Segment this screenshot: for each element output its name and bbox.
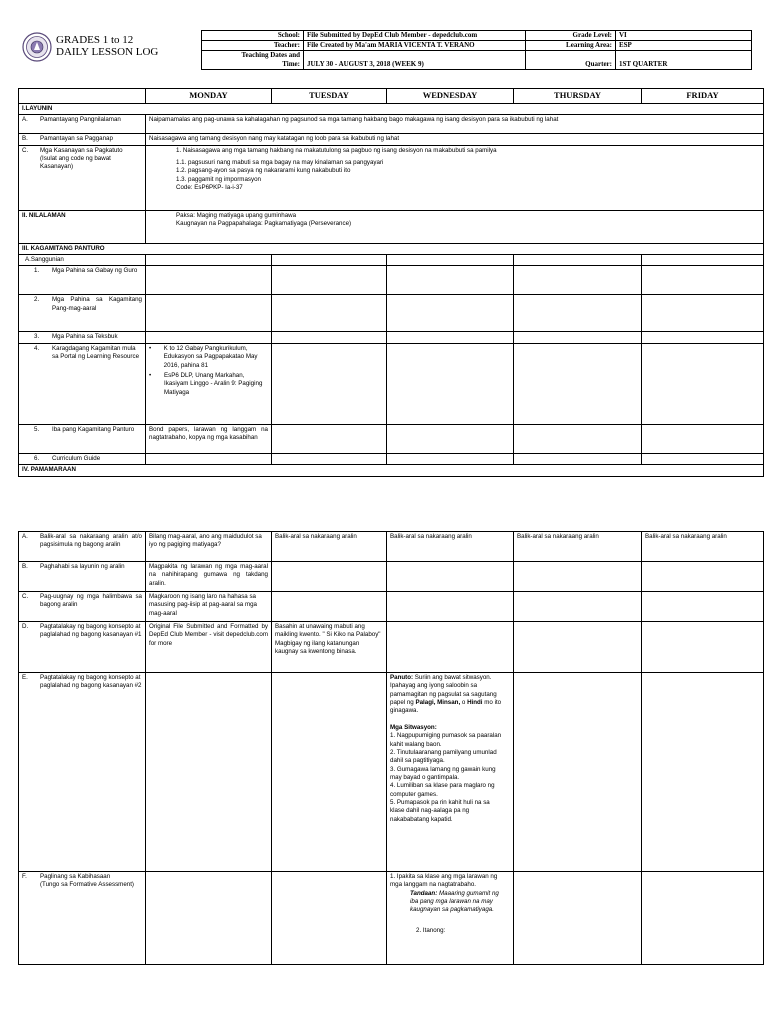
lesson-log-table-part-2: [18, 531, 764, 965]
school-value: File Submitted by DepEd Club Member - depedclub.com: [304, 31, 526, 41]
pag-uugnay-monday: Magkaroon ng isang laro na hahasa sa masusing pag-iisip at pag-aaral sa mga mag-aaral: [146, 592, 272, 622]
row-number: D.: [22, 623, 29, 630]
grade-level-label: Grade Level:: [526, 31, 616, 41]
lesson-log-table-part-1: [18, 88, 764, 477]
deped-seal-logo: [22, 32, 52, 62]
row-label-curriculum-guide: [19, 453, 146, 464]
tandaan-text: Maaaring gumamit ng iba pang mga larawan na may kaugnayan sa pagkamatiyaga.: [410, 889, 499, 914]
cell-empty: [642, 295, 764, 332]
row-label: Pamantayan sa Pagganap: [40, 135, 113, 143]
row-number: 6.: [34, 454, 40, 462]
section-nilalaman: II. NILALAMAN: [19, 210, 146, 243]
cell-empty: [514, 453, 642, 464]
cell-empty: [514, 562, 642, 592]
row-label-kasanayan: [19, 145, 146, 210]
kasanayan-main: 1. Naisasagawa ang mga tamang hakbang na makatutulong sa pagbuo ng isang desisyon na makabubuti sa pamilya: [176, 146, 497, 154]
teaching-dates-label: [202, 51, 304, 70]
cell-empty: [514, 872, 642, 965]
row-number: B.: [22, 563, 28, 570]
row-label: Pagtatalakay ng bagong konsepto at paglalahad ng bagong kasanayan #2: [40, 674, 142, 690]
cell-empty: [146, 295, 272, 332]
row-label-balik-aral: [19, 532, 146, 562]
panuto-paragraph: [390, 674, 510, 716]
cell-empty: [642, 562, 764, 592]
document-title: [56, 34, 158, 58]
teacher-value: File Created by Ma'am MARIA VICENTA T. VERANO: [304, 41, 526, 51]
kaugnayan-pagpapahalaga: Kaugnayan na Pagpapahalaga: Pagkamatiyaga (Perseverance): [176, 220, 352, 228]
row-label: Curriculum Guide: [52, 454, 101, 462]
cell-empty: [272, 332, 387, 343]
teaching-dates-label-line-2: Time:: [282, 60, 300, 68]
learning-area-label: Learning Area:: [526, 41, 616, 51]
row-iba-pang-kagamitan: [19, 424, 764, 453]
balik-aral-wednesday: Balik-aral sa nakaraang aralin: [387, 532, 514, 562]
row-label: Paglinang sa Kabihasaan (Tungo sa Formative Assessment): [40, 873, 134, 889]
balik-aral-tuesday: Balik-aral sa nakaraang aralin: [272, 532, 387, 562]
row-number: 1.: [34, 267, 40, 275]
section-layunin: I.LAYUNIN: [19, 104, 764, 115]
cell-empty: [642, 332, 764, 343]
paglinang-wednesday: [387, 872, 514, 965]
cell-empty: [146, 872, 272, 965]
row-pagtatalakay-1: [19, 622, 764, 673]
pagtatalakay-1-tuesday: [272, 622, 387, 673]
row-pag-uugnay: [19, 592, 764, 622]
row-label: Pagtatalakay ng bagong konsepto at paglalahad ng bagong kasanayan #1: [40, 623, 142, 639]
row-pagtatalakay-2: [19, 673, 764, 872]
grade-level-value: VI: [616, 31, 752, 41]
quarter-value: 1ST QUARTER: [616, 60, 752, 70]
row-label-pagtatalakay-2: [19, 673, 146, 872]
day-header-wednesday: WEDNESDAY: [387, 89, 514, 104]
title-line-1: GRADES 1 to 12: [56, 34, 134, 46]
cell-empty: [146, 255, 272, 266]
cell-empty: [642, 266, 764, 295]
cell-empty: [514, 332, 642, 343]
cell-empty: [514, 255, 642, 266]
row-pamantayan-sa-pagganap: [19, 134, 764, 145]
row-kagamitang-pang-mag-aaral: [19, 295, 764, 332]
cell-empty: [272, 592, 387, 622]
day-header-blank: [19, 89, 146, 104]
cell-empty: [146, 673, 272, 872]
resource-item-2: EsP6 DLP, Unang Markahan, Ikasiyam Linggo - Aralin 9: Pagiging Matiyaga: [164, 371, 263, 396]
cell-empty: [146, 266, 272, 295]
row-label: Balik-aral sa nakaraang aralin at/o pagsisimula ng bagong aralin: [40, 533, 142, 549]
paghahabi-monday: Magpakita ng larawan ng mga mag-aaral na nahihirapang gumawa ng takdang aralin.: [146, 562, 272, 592]
row-nilalaman: [19, 210, 764, 243]
lesson-log-header: [18, 30, 751, 72]
cell-empty: [387, 343, 514, 424]
row-label: Pamantayang Pangnilalaman: [40, 116, 121, 124]
paglinang-step-1: 1. Ipakita sa klase ang mga larawan ng mga langgam na nagtatrabaho.: [390, 873, 498, 889]
cell-empty: [272, 266, 387, 295]
row-pamantayang-pangnilalaman: [19, 115, 764, 134]
row-number: 3.: [34, 333, 40, 341]
cell-empty: [272, 453, 387, 464]
panuto-choices-2: Hindi: [467, 699, 483, 707]
karagdagang-kagamitan-monday: [146, 343, 272, 424]
kasanayan-subitems: 1.1. pagsusuri nang mabuti sa mga bagay na may kinalaman sa pangyayari 1.2. pagsang-ayon sa pasya ng nakararami kung nakabubuti ito 1.3. paggamit ng impormasyon Code: EsP6PKP- Ia-i-37: [176, 159, 384, 192]
row-number: F.: [22, 873, 27, 880]
row-number: C.: [22, 146, 29, 154]
row-number: 4.: [34, 344, 40, 352]
row-karagdagang-kagamitan: [19, 343, 764, 424]
cell-empty: [387, 332, 514, 343]
row-label-pag-uugnay: [19, 592, 146, 622]
header-spacer: [526, 51, 616, 61]
row-label-kagamitang-pang-mag-aaral: [19, 295, 146, 332]
cell-empty: [387, 295, 514, 332]
panuto-text-3: mo ito ginagawa.: [390, 699, 502, 715]
balik-aral-monday: Bilang mag-aaral, ano ang maidudulot sa iyo ng pagiging matiyaga?: [146, 532, 272, 562]
row-label-paghahabi: [19, 562, 146, 592]
row-label-karagdagang-kagamitan: [19, 343, 146, 424]
day-header-monday: MONDAY: [146, 89, 272, 104]
cell-empty: [387, 562, 514, 592]
row-sanggunian: [19, 255, 764, 266]
paksa: Paksa: Maging matiyaga upang guminhawa: [176, 211, 297, 219]
cell-empty: [514, 343, 642, 424]
row-number: A.: [22, 533, 28, 540]
sanggunian-label: A.Sanggunian: [19, 255, 146, 266]
row-gabay-ng-guro: [19, 266, 764, 295]
cell-empty: [642, 343, 764, 424]
cell-empty: [642, 872, 764, 965]
pagtatalakay-2-wednesday: [387, 673, 514, 872]
pamantayan-sa-pagganap-text: Naisasagawa ang tamang desisyon nang may katatagan ng loob para sa ikabubuti ng lahat: [146, 134, 764, 145]
bullet-icon: •: [149, 344, 152, 352]
day-header-tuesday: TUESDAY: [272, 89, 387, 104]
row-number: C.: [22, 593, 29, 600]
cell-empty: [272, 673, 387, 872]
header-info-table: [201, 30, 752, 70]
row-label: Mga Pahina sa Teksbuk: [52, 333, 118, 341]
section-kagamitang-panturo: III. KAGAMITANG PANTURO: [19, 243, 764, 254]
row-label: Mga Kasanayan sa Pagkatuto (Isulat ang code ng bawat Kasanayan): [40, 146, 123, 171]
cell-empty: [387, 424, 514, 453]
resource-item-1: K to 12 Gabay Pangkurikulum, Edukasyon sa Pagpapakatao May 2016, pahina 81: [163, 344, 258, 369]
day-header-thursday: THURSDAY: [514, 89, 642, 104]
kwento-questions: Magbigay ng ilang katanungan kaugnay sa kwentong binasa.: [275, 639, 360, 656]
balik-aral-thursday: Balik-aral sa nakaraang aralin: [514, 532, 642, 562]
row-number: A.: [22, 116, 28, 124]
cell-empty: [514, 592, 642, 622]
iba-pang-kagamitan-monday: Bond papers, larawan ng langgam na nagtatrabaho, kopya ng mga kasabihan: [146, 424, 272, 453]
cell-empty: [272, 872, 387, 965]
panuto-label: Panuto:: [390, 674, 414, 681]
tandaan-note: [390, 890, 510, 915]
row-label: Mga Pahina sa Gabay ng Guro: [52, 267, 138, 275]
row-number: E.: [22, 674, 28, 681]
teacher-label: Teacher:: [202, 41, 304, 51]
row-paglinang-sa-kabihasaan: [19, 872, 764, 965]
row-label-pamantayang-pangnilalaman: [19, 115, 146, 134]
row-label-iba-pang-kagamitan: [19, 424, 146, 453]
learning-area-value: ESP: [616, 41, 752, 51]
kasanayan-text: [146, 145, 764, 210]
header-spacer-2: [616, 51, 752, 61]
cell-empty: [272, 295, 387, 332]
pagtatalakay-1-monday: Original File Submitted and Formatted by DepEd Club Member - visit depedclub.com for more: [146, 622, 272, 673]
title-line-2: DAILY LESSON LOG: [56, 46, 159, 58]
row-label: Paghahabi sa layunin ng aralin: [40, 563, 125, 570]
row-teksbuk: [19, 332, 764, 343]
panuto-text-1: Suriin ang bawat sitwasyon. Ipahayag ang iyong saloobin sa pamamagitan ng pagsulat sa sagutang papel ng: [390, 674, 497, 707]
day-header-friday: FRIDAY: [642, 89, 764, 104]
row-number: 2.: [34, 296, 40, 304]
paglinang-step-2: 2. Itanong:: [416, 926, 446, 934]
row-label-teksbuk: [19, 332, 146, 343]
cell-empty: [642, 592, 764, 622]
day-header-row: [19, 89, 764, 104]
row-label: Mga Pahina sa Kagamitang Pang-mag-aaral: [52, 296, 142, 312]
tandaan-label: Tandaan:: [410, 889, 438, 897]
row-label-gabay-ng-guro: [19, 266, 146, 295]
cell-empty: [514, 295, 642, 332]
teaching-dates-value: JULY 30 - AUGUST 3, 2018 (WEEK 9): [304, 51, 526, 70]
cell-empty: [514, 266, 642, 295]
cell-empty: [387, 453, 514, 464]
cell-empty: [514, 673, 642, 872]
row-curriculum-guide: [19, 453, 764, 464]
row-balik-aral: [19, 532, 764, 562]
pamantayang-pangnilalaman-text: Naipamamalas ang pag-unawa sa kahalagahan ng pagsunod sa mga tamang hakbang bago makagawa ng isang desisyon para sa ikabubuti ng lahat: [146, 115, 764, 134]
nilalaman-text: [146, 210, 764, 243]
cell-empty: [642, 424, 764, 453]
cell-empty: [146, 453, 272, 464]
cell-empty: [642, 255, 764, 266]
row-number: B.: [22, 135, 28, 143]
section-row-kagamitan: [19, 243, 764, 254]
row-label-paglinang: [19, 872, 146, 965]
section-pamamaraan: IV. PAMAMARAAN: [19, 465, 764, 476]
cell-empty: [272, 255, 387, 266]
panuto-choices-1: Palagi, Minsan,: [415, 699, 461, 707]
mga-sitwasyon-list: 1. Nagpupumiging pumasok sa paaralan kahit walang baon. 2. Tinutulaaranang pamilyang umunlad dahil sa pagtitiyaga. 3. Gumagawa lamang ng gawain kung may bayad o gantimpala. 4. Lumiliban sa klase para maglaro ng computer games. 5. Pumapasok pa rin kahit huli na sa klase dahil nag-aalaga pa ng nakababatang kapatid.: [390, 732, 502, 823]
cell-empty: [272, 343, 387, 424]
row-label: Karagdagang Kagamitan mula sa Portal ng Learning Resource: [52, 344, 140, 361]
cell-empty: [642, 622, 764, 673]
bullet-icon: •: [149, 371, 152, 379]
section-row-pamamaraan: [19, 465, 764, 476]
balik-aral-friday: Balik-aral sa nakaraang aralin: [642, 532, 764, 562]
row-paghahabi-sa-layunin: [19, 562, 764, 592]
row-label: Iba pang Kagamitang Panturo: [52, 425, 135, 433]
school-label: School:: [202, 31, 304, 41]
quarter-label: Quarter:: [526, 60, 616, 70]
cell-empty: [387, 255, 514, 266]
cell-empty: [272, 424, 387, 453]
cell-empty: [272, 562, 387, 592]
mga-sitwasyon-heading: Mga Sitwasyon:: [390, 723, 437, 731]
cell-empty: [514, 424, 642, 453]
cell-empty: [387, 592, 514, 622]
section-row-layunin: [19, 104, 764, 115]
cell-empty: [642, 453, 764, 464]
cell-empty: [387, 266, 514, 295]
cell-empty: [514, 622, 642, 673]
kwento-instruction: Basahin at unawaing mabuti ang maikling kwento. " Si Kiko na Palaboy": [275, 623, 381, 639]
cell-empty: [642, 673, 764, 872]
row-number: 5.: [34, 425, 40, 433]
cell-empty: [146, 332, 272, 343]
teaching-dates-label-line-1: Teaching Dates and: [241, 51, 300, 59]
row-kasanayan-sa-pagkatuto: [19, 145, 764, 210]
row-label: Pag-uugnay ng mga halimbawa sa bagong aralin: [40, 593, 142, 609]
panuto-text-2: o: [460, 699, 468, 707]
row-label-pagtatalakay-1: [19, 622, 146, 673]
row-label-pamantayan-sa-pagganap: [19, 134, 146, 145]
cell-empty: [387, 622, 514, 673]
